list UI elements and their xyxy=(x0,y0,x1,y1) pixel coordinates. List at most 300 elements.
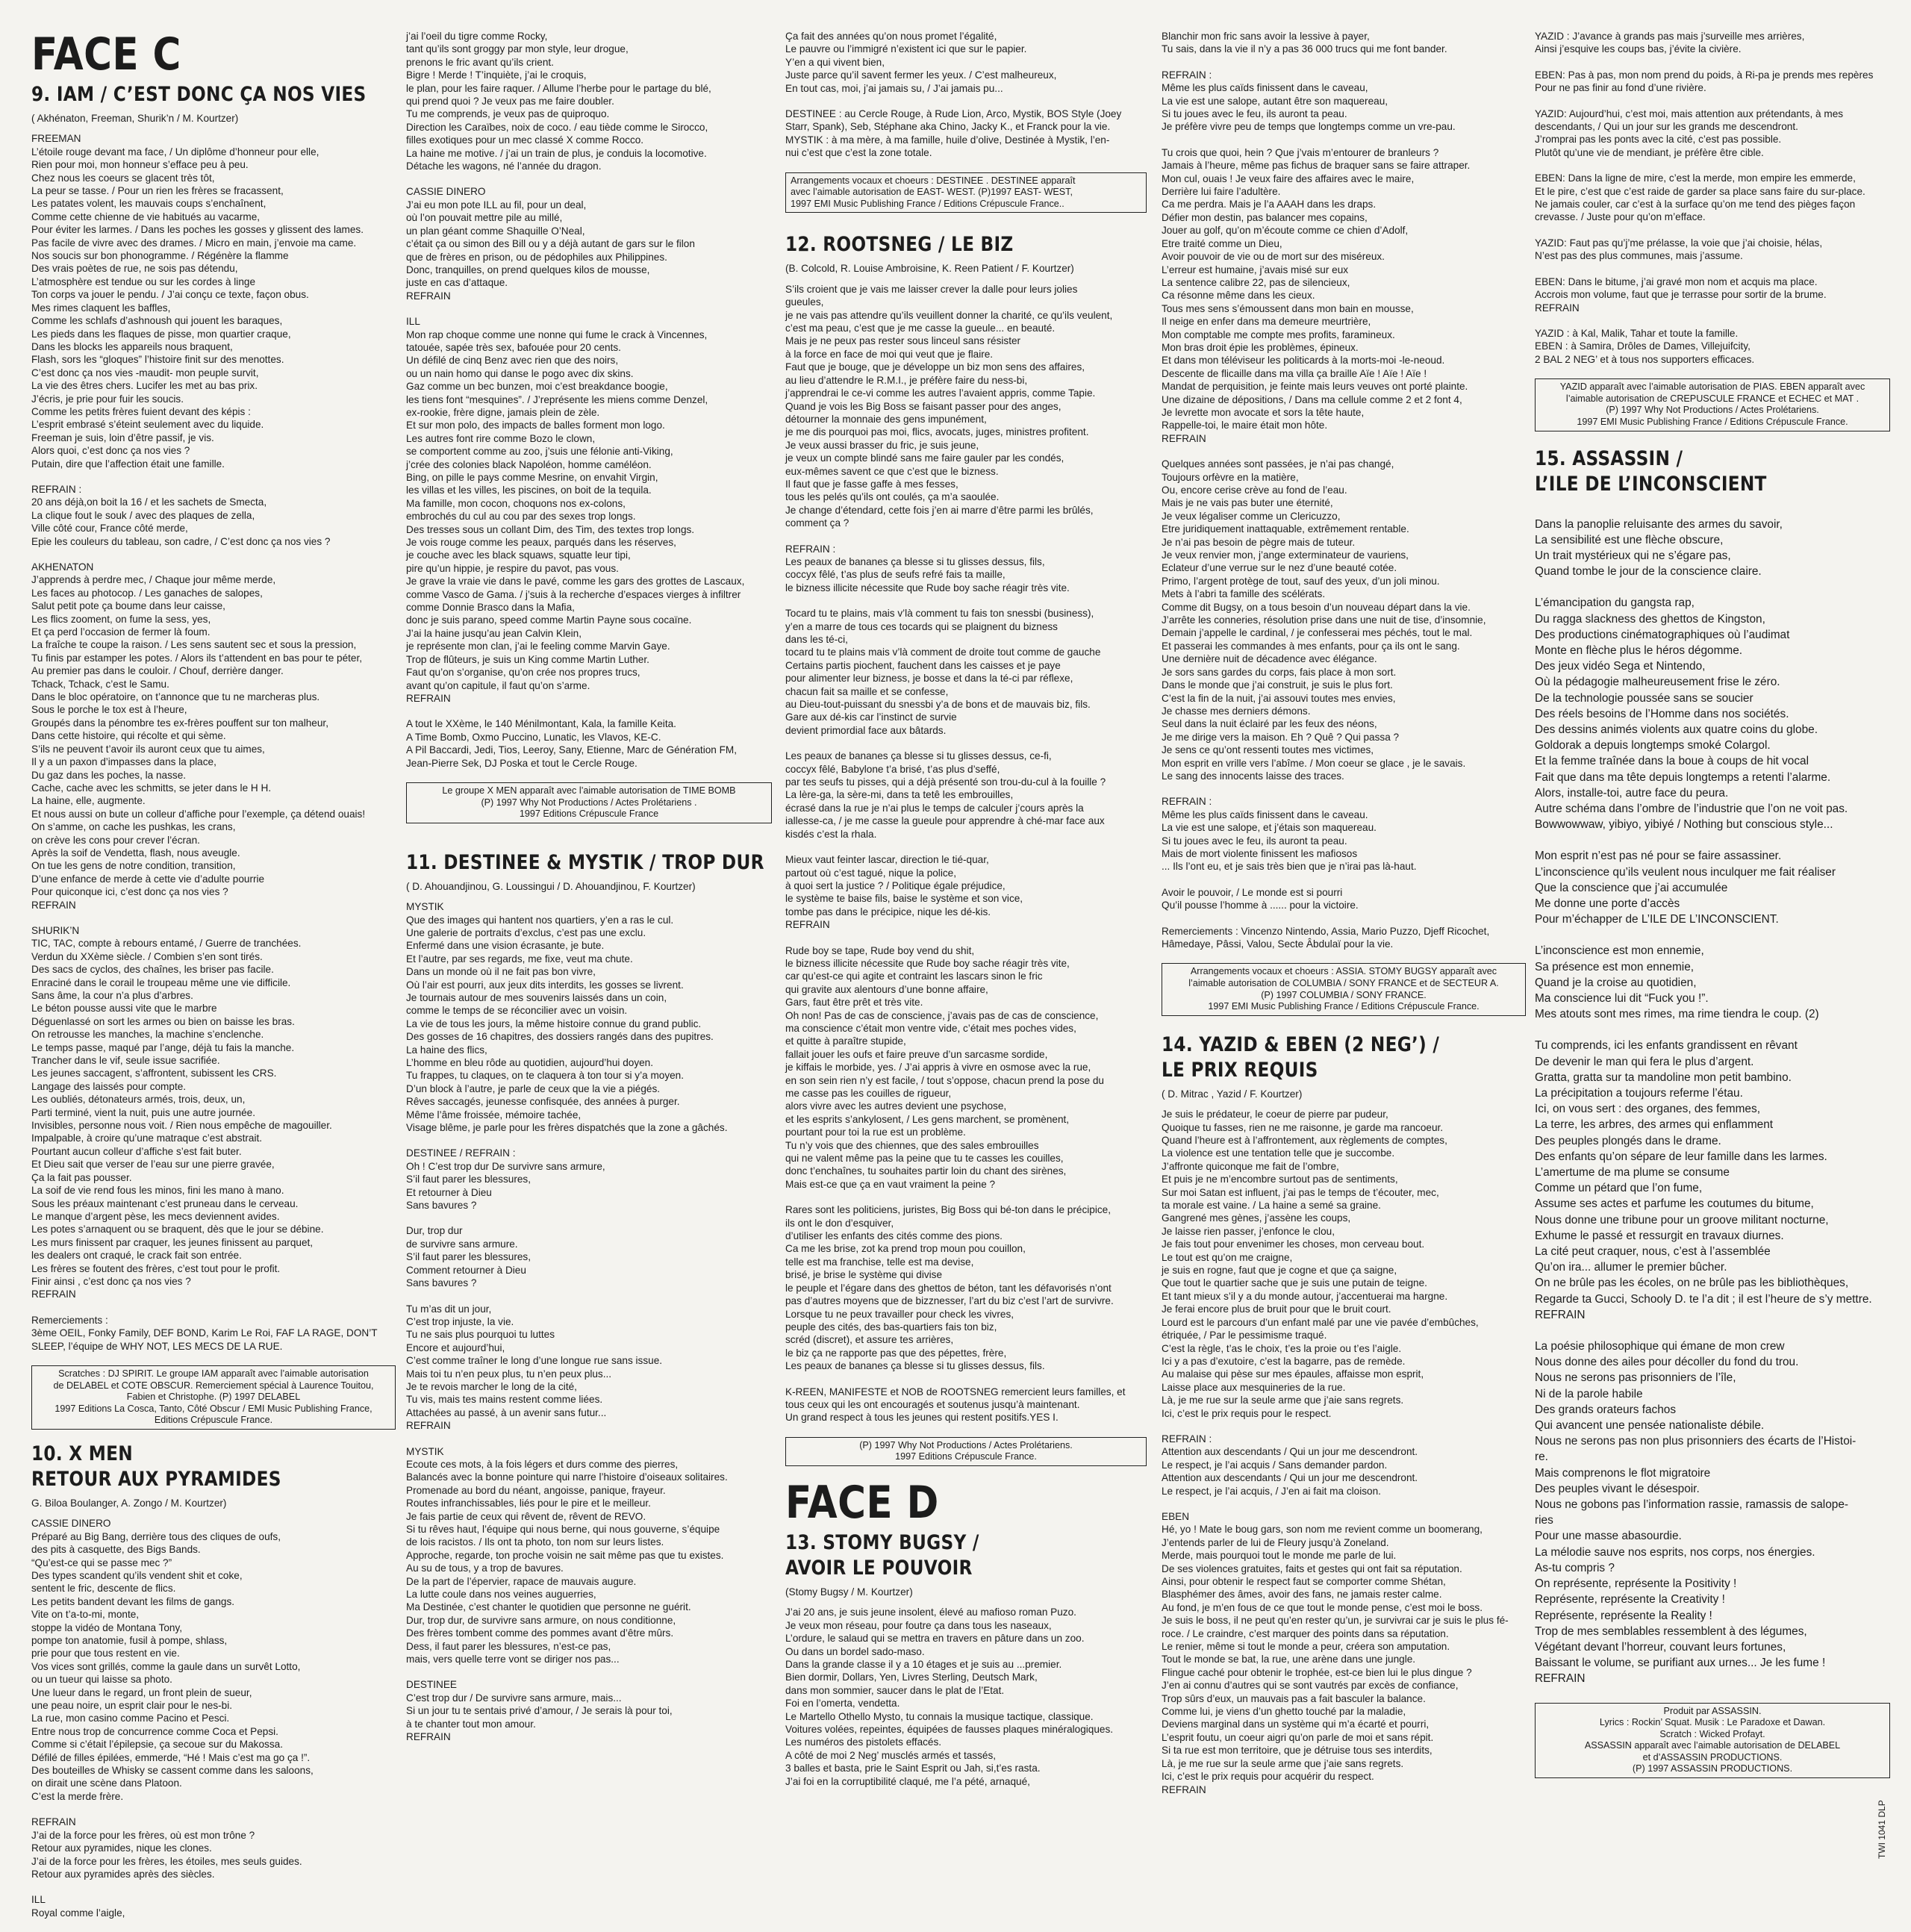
text-line: 10. X MEN xyxy=(31,1442,133,1465)
lyric-line: Le béton pousse aussi vite que le marbre xyxy=(31,1003,217,1015)
lyric-line: Après la soif de Vendetta, flash, nous aveugle. xyxy=(31,847,240,859)
lyric-block xyxy=(1162,886,1526,912)
lyric-line: La cité peut craquer, nous, c’est à l’assemblée xyxy=(1535,1245,1771,1259)
lyric-block xyxy=(406,1303,772,1433)
lyric-line: Monte en flèche plus le héros dégomme. xyxy=(1535,644,1743,657)
lyric-line: Bowwowwaw, yibiyo, yibiyé / Nothing but conscious style... xyxy=(1535,818,1833,832)
lyric-line: Une galerie de portraits d’exclus, c’est pas une exclu. xyxy=(406,926,646,938)
lyric-line: Qu’on ira... allumer le premier bûcher. xyxy=(1535,1261,1727,1274)
lyric-line: le bizness illicite nécessite que Rude boy sache réagir très vite. xyxy=(785,582,1070,593)
lyric-line: Faut que je bouge, que je développe un biz mon sens des affaires, xyxy=(785,361,1085,373)
lyric-line: Parti terminé, vient la nuit, puis une autre journée. xyxy=(31,1106,255,1118)
lyric-line: Tout le monde se bat, la rue, une arène dans une jungle. xyxy=(1162,1654,1416,1665)
lyric-line: prie pour que tous restent en vie. xyxy=(31,1648,180,1660)
lyric-line: Je vois rouge comme les peaux, parqués dans les réserves, xyxy=(406,537,676,549)
lyric-line: Dans les blocks les appareils nous braquent, xyxy=(31,340,233,352)
lyric-line: Représente, représente la Reality ! xyxy=(1535,1609,1712,1622)
lyric-line: Groupés dans la pénombre tes ex-frères pouffent sur ton malheur, xyxy=(31,717,328,729)
lyric-line: par tes seufs tu pisses, qui a déjà présenté son trou-du-cul à la fouille ? xyxy=(785,776,1106,788)
lyric-line: Je fais partie de ceux qui rêvent de, rêvent de REVO. xyxy=(406,1510,646,1522)
lyric-line: MYSTIK xyxy=(406,1445,444,1457)
lyric-line: Des bouteilles de Whisky se cassent comme dans les saloons, xyxy=(31,1765,314,1777)
lyric-line: Des sacs de cyclos, des chaînes, les briser pas facile. xyxy=(31,964,274,976)
lyric-line: Comme lui, je viens d’un ghetto touché par la maladie, xyxy=(1162,1706,1406,1718)
lyric-line: Là, je me rue sur la seule arme que j’aie sans regrets. xyxy=(1162,1395,1404,1406)
lyric-line: YAZID: Aujourd’hui, c’est moi, mais attention aux prétendants, à mes xyxy=(1535,107,1844,119)
column-5 xyxy=(1535,30,1890,1790)
lyric-line: Sans bavures ? xyxy=(406,1200,477,1212)
text-line: 1997 EMI Music Publishing France / Editions Crépuscule France. xyxy=(1577,416,1848,427)
lyric-line: Même l’âme froissée, mémoire tachée, xyxy=(406,1109,582,1121)
lyric-line: YAZID : J’avance à grands pas mais j’surveille mes arrières, xyxy=(1535,31,1805,42)
lyric-line: Dans la panoplie reluisante des armes du savoir, xyxy=(1535,517,1783,531)
lyric-line: chacun fait sa maille et se confesse, xyxy=(785,685,949,697)
lyric-line: eux-mêmes savent ce que c’est que le bizness. xyxy=(785,465,999,477)
lyric-block xyxy=(1535,943,1890,1022)
lyric-line: se comportent comme au zoo, j’suis une félonie anti-Viking, xyxy=(406,446,673,458)
text-line: Le groupe X MEN apparaît avec l’aimable autorisation de TIME BOMB xyxy=(442,785,736,796)
lyric-line: donc t’enchaînes, tu souhaites partir loin du chant des sirènes, xyxy=(785,1165,1067,1177)
lyric-line: Mieux vaut feinter lascar, direction le tié-quar, xyxy=(785,854,989,866)
lyric-line: As-tu compris ? xyxy=(1535,1561,1615,1574)
lyric-line: SHURIK’N xyxy=(31,924,80,936)
lyric-line: EBEN: Pas à pas, mon nom prend du poids, à Ri-pa je prends mes repères xyxy=(1535,69,1874,81)
lyric-line: Regarde ta Gucci, Schooly D. te l’a dit ; il est l’heure de s’y mettre. xyxy=(1535,1292,1872,1306)
lyric-line: Le pauvre ou l’immigré n’existent ici que sur le papier. xyxy=(785,43,1027,55)
song-credit: ( D. Ahouandjinou, G. Loussingui / D. Ahouandjinou, F. Kourtzer) xyxy=(406,880,696,892)
lyric-line: Des réels besoins de l’Homme dans nos sociétés. xyxy=(1535,707,1789,720)
lyric-line: D’une enfance de merde à cette vie d’adulte pourrie xyxy=(31,873,265,885)
lyric-block xyxy=(31,1816,396,1880)
lyrics xyxy=(406,30,772,770)
lyric-line: Pas facile de vivre avec des drames. / Micro en main, j’envoie ma came. xyxy=(31,237,357,249)
lyric-line: Mais je ne vais pas buter une éternité, xyxy=(1162,497,1333,509)
lyric-line: S’ils ne peuvent t’avoir ils auront ceux que tu aimes, xyxy=(31,743,265,755)
lyric-line: devient primordial face aux bâtards. xyxy=(785,724,947,736)
lyric-line: Alors, installe-toi, autre face du peura. xyxy=(1535,786,1729,800)
lyric-line: Rêves saccagés, jeunesse confisquée, des années à purger. xyxy=(406,1096,680,1108)
lyric-block xyxy=(785,30,1147,95)
lyric-line: Si tu joues avec le feu, ils auront ta peau. xyxy=(1162,835,1347,847)
lyric-line: Représente, représente la Creativity ! xyxy=(1535,1593,1725,1607)
lyric-line: Attention aux descendants / Qui un jour me descendront. xyxy=(1162,1472,1418,1484)
lyric-line: Toujours orfèvre en la matière, xyxy=(1162,471,1299,483)
lyric-line: Je me dirige vers la maison. Eh ? Quê ? Qui passa ? xyxy=(1162,731,1400,743)
lyric-block xyxy=(406,315,772,705)
lyric-line: Ca me perdra. Mais je l’a AAAH dans les draps. xyxy=(1162,199,1377,211)
lyric-line: On représente, représente la Positivity ! xyxy=(1535,1577,1737,1591)
lyric-line: Remerciements : xyxy=(31,1314,108,1326)
lyric-line: Je sens ce qu’ont ressenti toutes mes victimes, xyxy=(1162,744,1374,756)
text-line: l’aimable autorisation de CREPUSCULE FRANCE et ECHEC et MAT . xyxy=(1565,393,1859,404)
lyric-line: de lois racistos. / Ils ont ta photo, ton nom sur leurs listes. xyxy=(406,1536,664,1548)
lyric-block xyxy=(785,853,1147,931)
lyric-line: J’ai de la force pour les frères, où est mon trône ? xyxy=(31,1829,255,1841)
text-line: (P) 1997 Why Not Productions / Actes Prolétariens. xyxy=(1606,405,1819,416)
lyric-line: Bing, on pille le pays comme Mesrine, on envahit Virgin, xyxy=(406,472,658,483)
lyric-line: La sensibilité est une flèche obscure, xyxy=(1535,533,1724,546)
lyric-line: Défier mon destin, pas balancer mes copains, xyxy=(1162,211,1368,223)
song-title xyxy=(31,82,367,107)
lyric-line: ILL xyxy=(31,1894,46,1906)
lyric-line: car qu’est-ce qui agite et contraint les lascars sinon le fric xyxy=(785,970,1043,982)
lyric-line: Nous donne des ailes pour décoller du fond du trou. xyxy=(1535,1356,1799,1369)
lyric-line: L’inconscience est mon ennemie, xyxy=(1535,944,1704,958)
column-2 xyxy=(406,30,772,1757)
lyric-line: Ici y a pas d’exutoire, c’est la bagarre, pas de remède. xyxy=(1162,1355,1406,1367)
lyric-line: Défilé de filles épilées, emmerde, “Hé ! Mais c’est ma go ça !”. xyxy=(31,1751,311,1763)
lyric-line: Rappelle-toi, le maire était mon hôte. xyxy=(1162,420,1328,431)
lyric-line: Détache les wagons, né l’année du dragon. xyxy=(406,161,602,172)
lyric-line: L’atmosphère est tendue ou sur les cordes à linge xyxy=(31,275,256,287)
lyric-line: tombe pas dans le précipice, nique les dé-kis. xyxy=(785,906,991,917)
lyric-line: que de frères en prison, ou de pédophiles aux Philippines. xyxy=(406,251,667,263)
lyric-line: La soif de vie rend fous les minos, fini les mano à mano. xyxy=(31,1185,284,1197)
lyric-line: C’est la merde frère. xyxy=(31,1790,124,1802)
lyric-line: Ainsi j’esquive les coups bas, j’évite la civière. xyxy=(1535,43,1742,55)
text-line: Lyrics : Rockin’ Squat. Musik : Le Paradoxe et Dawan. xyxy=(1599,1717,1826,1728)
lyric-line: L’inconscience qu’ils veulent nous inculquer me fait réaliser xyxy=(1535,865,1836,879)
lyric-line: Ma famille, mon cocon, choquons nos ex-colons, xyxy=(406,497,626,509)
lyric-line: Même les plus caïds finissent dans le caveau. xyxy=(1162,808,1368,820)
lyric-line: Tu finis par estamper les potes. / Alors ils t’attendent en bas pour te péter, xyxy=(31,652,363,664)
lyric-line: mais, vers quelle terre vont se diriger nos pas... xyxy=(406,1654,620,1665)
lyric-line: dans mon sommier, saucer dans le plat de l’Etat. xyxy=(785,1684,1005,1696)
lyric-block xyxy=(1162,925,1526,951)
text-line: 1997 Editions La Cosca, Tanto, Côté Obscur / EMI Music Publishing France, xyxy=(54,1403,372,1414)
lyrics xyxy=(1162,30,1526,950)
lyric-line: Du gaz dans les poches, la nasse. xyxy=(31,769,187,781)
lyric-line: Mets à l’abri ta famille des scélérats. xyxy=(1162,588,1326,600)
lyric-line: Seul dans la nuit éclairé par les feux des néons, xyxy=(1162,718,1377,730)
lyric-line: ... Ils l’ont eu, et je sais très bien que je n’irai pas là-haut. xyxy=(1162,861,1417,873)
lyric-line: Et ça perd l’occasion de fermer là foum. xyxy=(31,626,211,638)
lyric-line: La vie de tous les jours, la même histoire connue du grand public. xyxy=(406,1018,702,1029)
lyric-line: Ou, encore cerise crève au fond de l’eau. xyxy=(1162,484,1347,496)
lyric-line: le système te baise fils, baise le système et son vice, xyxy=(785,893,1023,905)
text-line: Scratches : DJ SPIRIT. Le groupe IAM apparaît avec l’aimable autorisation xyxy=(58,1368,369,1379)
lyric-line: Donc, tranquilles, on prend quelques kilos de mousse, xyxy=(406,264,650,275)
lyric-line: le peuple et l’égare dans des ghettos de béton, tant les défavorisés n’ont xyxy=(785,1282,1112,1294)
lyric-line: Qu’il pousse l’homme à ...... pour la victoire. xyxy=(1162,900,1359,912)
lyric-line: De la part de l’épervier, rapace de mauvais augure. xyxy=(406,1575,637,1587)
lyric-block xyxy=(1162,1510,1526,1796)
lyric-line: REFRAIN xyxy=(31,1816,76,1828)
lyric-line: Nos soucis sur bon phonogramme. / Régénère la flamme xyxy=(31,250,289,262)
lyric-line: alors vivre avec les autres devient une psychose, xyxy=(785,1100,1007,1112)
credits-box xyxy=(1535,378,1890,431)
lyric-line: Enraciné dans le corail le troupeau même une vie difficile. xyxy=(31,976,291,988)
lyric-line: et les esprits s’ankylosent, / Les gens marchent, se promènent, xyxy=(785,1113,1070,1125)
lyric-line: qui prend quoi ? Je veux pas me faire doubler. xyxy=(406,96,614,107)
lyric-line: Les flics zooment, on fume la sess, yes, xyxy=(31,613,211,625)
lyric-line: Accrois mon volume, faut que je terrasse pour sortir de la brume. xyxy=(1535,289,1827,301)
lyric-line: Dans le monde que j’ai construit, je suis le plus fort. xyxy=(1162,679,1393,691)
lyric-line: Au su de tous, y a trop de bavures. xyxy=(406,1562,564,1574)
lyric-line: Mon cul, ouais ! Je veux faire des affaires avec le maire, xyxy=(1162,172,1415,184)
lyric-line: Avoir pouvoir de vie ou de mort sur des miséreux. xyxy=(1162,251,1385,263)
lyric-line: REFRAIN xyxy=(1535,1672,1586,1686)
lyric-block xyxy=(1162,1433,1526,1498)
lyric-line: Entre nous trop de concurrence comme Coca et Pepsi. xyxy=(31,1725,278,1737)
lyric-line: La fraîche te coupe la raison. / Les sens sautent sec et sous la pression, xyxy=(31,639,357,651)
lyric-line: On s’amme, on cache les pushkas, les crans, xyxy=(31,821,236,833)
lyric-line: Tchack, Tchack, c’est le Samu. xyxy=(31,678,169,690)
song-credit: G. Biloa Boulanger, A. Zongo / M. Kourtzer) xyxy=(31,1497,227,1509)
lyric-line: Sous les préaux maintenant c’est pruneau dans le cerveau. xyxy=(31,1197,299,1209)
lyric-line: Tu me comprends, je veux pas de quiproquo. xyxy=(406,108,610,120)
lyric-line: Nous ne gobons pas l’information rassie, ramassis de salope- xyxy=(1535,1498,1849,1512)
lyric-block xyxy=(785,607,1147,737)
lyric-line: Ou dans un bordel sado-maso. xyxy=(785,1645,925,1657)
lyric-line: à quoi sert la justice ? / Politique égale préjudice, xyxy=(785,879,1006,891)
lyric-block xyxy=(1162,458,1526,782)
lyric-line: Je te revois marcher le long de la cité, xyxy=(406,1380,577,1392)
lyric-line: Je suis le boss, il ne peut qu’en rester qu’un, je survivrai car je suis le plus fé- xyxy=(1162,1615,1509,1627)
text-line: LE PRIX REQUIS xyxy=(1162,1058,1318,1082)
lyric-line: EBEN: Dans le bitume, j’ai gravé mon nom et acquis ma place. xyxy=(1535,275,1818,287)
lyric-line: REFRAIN xyxy=(1535,302,1580,314)
lyric-block xyxy=(31,483,396,548)
lyric-line: S’il faut parer les blessures, xyxy=(406,1251,531,1263)
lyric-line: Pour une masse abasourdie. xyxy=(1535,1530,1682,1543)
lyric-line: fallait jouer les oufs et faire preuve d’un sarcasme sordide, xyxy=(785,1048,1048,1060)
lyric-line: Les peaux de bananes ça blesse si tu glisses dessus, fils. xyxy=(785,1360,1045,1372)
lyric-block xyxy=(1535,517,1890,580)
lyric-line: Le Martello Othello Mysto, tu connais la musique tactique, classique. xyxy=(785,1710,1094,1722)
lyric-line: Jean-Pierre Sek, DJ Poska et tout le Cercle Rouge. xyxy=(406,757,637,769)
lyric-line: partout où c’est tagué, nique la police, xyxy=(785,867,956,879)
lyric-line: Ici, c’est le prix requis pour le respect. xyxy=(1162,1407,1332,1419)
lyric-line: Impalpable, à croire qu’une matraque c’est abstrait. xyxy=(31,1132,263,1144)
lyric-line: Il neige en enfer dans ma demeure meurtrière, xyxy=(1162,316,1371,328)
lyric-block xyxy=(1162,1108,1526,1420)
lyric-line: Si un jour tu te sentais privé d’amour, / Je serais là pour toi, xyxy=(406,1705,673,1717)
lyric-line: REFRAIN xyxy=(1162,432,1206,444)
lyric-line: YAZID: Faut pas qu’j’me prélasse, la voie que j’ai choisie, hélas, xyxy=(1535,237,1823,249)
lyric-line: Les autres font rire comme Bozo le clown, xyxy=(406,432,596,444)
lyric-line: Je ferai encore plus de bruit pour que le bruit court. xyxy=(1162,1303,1391,1315)
lyric-line: Jouer au golf, qu’on m’écoute comme ce chien d’Adolf, xyxy=(1162,225,1409,237)
text-line: AVOIR LE POUVOIR xyxy=(785,1556,973,1580)
lyric-block xyxy=(31,1314,396,1353)
lyric-block xyxy=(1535,30,1890,56)
lyric-line: Oh non! Pas de cas de conscience, j’avais pas de cas de conscience, xyxy=(785,1009,1099,1021)
lyric-line: Exhume le passé et ressurgit en travaux diurnes. xyxy=(1535,1229,1784,1242)
lyric-line: y’en a marre de tous ces tocards qui se plaignent du bizness xyxy=(785,620,1058,632)
lyric-line: Promenade au bord du néant, angoisse, panique, frayeur. xyxy=(406,1484,666,1496)
lyric-line: les villas et les villes, les piscines, on boit de la tequila. xyxy=(406,484,652,496)
lyric-line: Et l’autre, par ses regards, me fixe, veut ma chute. xyxy=(406,953,633,965)
lyric-line: J’ai la haine jusqu’au jean Calvin Klein, xyxy=(406,627,582,639)
lyric-line: je suis en rogne, faut que je cogne et que ça saigne, xyxy=(1162,1265,1397,1277)
text-line: L’ILE DE L’INCONSCIENT xyxy=(1535,472,1767,496)
lyric-line: L’erreur est humaine, j’avais misé sur eux xyxy=(1162,264,1349,275)
lyric-line: La terre, les arbres, des armes qui enflamment xyxy=(1535,1118,1774,1132)
lyrics xyxy=(785,283,1147,1424)
lyric-line: C’est trop injuste, la vie. xyxy=(406,1315,514,1327)
lyrics xyxy=(785,30,1147,160)
lyric-line: Sans bavures ? xyxy=(406,1277,477,1289)
credits-box xyxy=(785,172,1147,214)
lyric-line: La clique fout le souk / avec des plaques de zella, xyxy=(31,509,255,521)
lyric-line: C’est trop dur / De survivre sans armure, mais... xyxy=(406,1692,622,1704)
lyric-line: C’est comme traîner le long d’une longue rue sans issue. xyxy=(406,1355,663,1367)
text-line: Fabien et Christophe. (P) 1997 DELABEL xyxy=(126,1392,301,1403)
lyric-line: Pour quiconque ici, c’est donc ça nos vies ? xyxy=(31,886,228,898)
lyric-line: Demain j’appelle le cardinal, / je confesserai mes péchés, tout le mal. xyxy=(1162,627,1473,639)
lyric-line: Les peaux de bananes ça blesse si tu glisses dessus, ce-fi, xyxy=(785,750,1052,762)
lyric-block xyxy=(1162,146,1526,445)
text-line: Produit par ASSASSIN. xyxy=(1663,1705,1762,1716)
lyric-line: Des vrais poètes de rue, ne sois pas détendu, xyxy=(31,263,238,275)
lyric-line: REFRAIN xyxy=(406,692,451,704)
lyric-block xyxy=(31,132,396,470)
lyric-line: La haine, elle, augmente. xyxy=(31,795,146,807)
lyric-line: La peur se tasse. / Pour un rien les frères se fracassent, xyxy=(31,185,284,197)
lyric-line: Dess, il faut parer les blessures, n’est-ce pas, xyxy=(406,1640,611,1652)
lyric-line: Autre schéma dans l’ombre de l’industrie que l’on ne voit pas. xyxy=(1535,802,1848,815)
lyric-line: Ni de la parole habile xyxy=(1535,1387,1643,1400)
text-line: 1997 Editions Crépuscule France. xyxy=(895,1451,1037,1462)
lyric-line: Mon esprit n’est pas né pour se faire assassiner. xyxy=(1535,850,1782,863)
lyric-line: Quoique tu fasses, rien ne me raisonne, je garde ma rancoeur. xyxy=(1162,1121,1444,1133)
lyric-line: J’ai 20 ans, je suis jeune insolent, élevé au mafioso roman Puzo. xyxy=(785,1607,1076,1618)
lyric-line: J’ai de la force pour les frères, les étoiles, mes seuls guides. xyxy=(31,1855,302,1867)
lyric-line: Cache, cache avec les schmitts, se jeter dans le H H. xyxy=(31,782,272,794)
lyric-line: Assume ses actes et parfume les coutumes du bitume, xyxy=(1535,1197,1814,1211)
credits-box xyxy=(785,1437,1147,1466)
lyric-line: Blanchir mon fric sans avoir la lessive à payer, xyxy=(1162,31,1370,42)
lyric-block xyxy=(1535,172,1890,224)
credits-box xyxy=(1162,963,1526,1015)
lyric-line: kisdés c’est la rhala. xyxy=(785,828,877,840)
lyric-line: Une dernière nuit de décadence avec élégance. xyxy=(1162,653,1377,665)
lyric-line: Sa présence est mon ennemie, xyxy=(1535,960,1695,973)
lyric-line: Et passerai les commandes à mes enfants, pour ça ils ont le sang. xyxy=(1162,640,1460,652)
lyric-line: Tu ne sais plus pourquoi tu luttes xyxy=(406,1329,555,1341)
lyric-line: Je préfère vivre peu de temps que longtemps comme un vre-pau. xyxy=(1162,121,1456,133)
lyric-line: Enfermé dans une vision écrasante, je bute. xyxy=(406,940,605,952)
lyric-line: Si ta rue est mon territoire, que je détruise tous ses interdits, xyxy=(1162,1745,1433,1757)
lyric-line: Les numéros des pistolets effacés. xyxy=(785,1736,942,1748)
lyric-line: La sentence calibre 22, pas de silencieux, xyxy=(1162,276,1350,288)
lyric-line: Tu frappes, tu claques, on te claquera à ton tour si y’a moyen. xyxy=(406,1070,685,1082)
lyric-line: Au malaise qui pèse sur mes épaules, affaisse mon esprit, xyxy=(1162,1368,1424,1380)
lyric-block xyxy=(1535,1038,1890,1323)
lyric-line: sentent le fric, descente de flics. xyxy=(31,1583,176,1595)
lyric-line: nui c’est que c’est la zone totale. xyxy=(785,147,932,159)
lyric-line: brisé, je brise le système qui divise xyxy=(785,1269,943,1281)
lyric-line: Nous ne serons pas non plus prisonniers des écarts de l’Histoi- xyxy=(1535,1435,1857,1448)
lyric-line: Sous le porche le tox est à l’heure, xyxy=(31,704,187,716)
lyric-line: tous ceux qui les ont encouragés et soutenus jusqu’à maintenant. xyxy=(785,1398,1080,1410)
lyric-line: Dans la grande classe il y a 10 étages et je suis au ...premier. xyxy=(785,1658,1062,1670)
lyric-block xyxy=(785,283,1147,530)
lyric-line: ta morale est vaine. / La haine a semé sa graine. xyxy=(1162,1200,1381,1212)
lyric-line: écrasé dans la rue je n’ai plus le temps de calculer j’cours après la xyxy=(785,802,1084,814)
lyric-line: Si tu joues avec le feu, ils auront ta peau. xyxy=(1162,108,1347,120)
lyric-line: Bigre ! Merde ! T’inquiète, j’ai le croquis, xyxy=(406,69,587,81)
lyric-line: Mon bras droit épie les problèmes, épineux. xyxy=(1162,341,1359,353)
lyric-line: EBEN xyxy=(1162,1510,1190,1522)
lyric-line: coccyx fêlé, t’as plus de seufs refré fais ta maille, xyxy=(785,569,1006,581)
lyric-line: Balancés avec la bonne pointure qui narre l’histoire d’oiseaux solitaires. xyxy=(406,1471,728,1483)
lyric-line: Mais je ne peux pas rester sous linceul sans résister xyxy=(785,335,1021,347)
lyric-line: Et dans mon téléviseur les politicards à la morts-moi -le-neoud. xyxy=(1162,355,1445,367)
lyric-line: J’entends parler de lui de Fleury jusqu’à Zoneland. xyxy=(1162,1536,1389,1548)
lyric-line: REFRAIN xyxy=(406,290,451,302)
lyric-line: telle est ma franchise, telle est ma devise, xyxy=(785,1256,974,1268)
lyrics xyxy=(406,900,772,1743)
lyric-line: Gare aux dé-kis car l’instinct de survie xyxy=(785,711,957,723)
lyric-line: A Pil Baccardi, Jedi, Tios, Leeroy, Sany, Etienne, Marc de Génération FM, xyxy=(406,744,738,756)
face-d-title: FACE D xyxy=(785,1476,939,1529)
lyric-line: qui ne valent même pas la peine que tu te casses les couilles, xyxy=(785,1153,1064,1165)
lyric-line: J’ai eu mon pote ILL au fil, pour un deal, xyxy=(406,199,587,211)
lyric-line: 3 balles et basta, prie le Saint Esprit ou Jah, si,t’es rasta. xyxy=(785,1763,1041,1774)
lyric-line: Alors quoi, c’est donc ça nos vies ? xyxy=(31,445,190,457)
lyric-line: Ça fait des années qu’on nous promet l’égalité, xyxy=(785,31,997,42)
lyric-line: Goldorak a depuis longtemps smoké Colargol. xyxy=(1535,739,1771,752)
lyric-line: au lieu d’attendre le R.M.I., je préfère faire du ness-bi, xyxy=(785,374,1028,386)
lyric-block xyxy=(1535,848,1890,927)
lyric-line: Comme un pétard que l’on fume, xyxy=(1535,1182,1703,1195)
lyric-line: Je fais tout pour envenimer les choses, mon cerveau bout. xyxy=(1162,1238,1425,1250)
lyric-line: Les frères se foutent des frères, c’est tout pour le profit. xyxy=(31,1262,281,1274)
lyric-block xyxy=(785,944,1147,1191)
lyric-line: Ici, on vous sert : des organes, des femmes, xyxy=(1535,1103,1760,1116)
lyric-line: Me donne une porte d’accès xyxy=(1535,897,1680,910)
text-line: (P) 1997 COLUMBIA / SONY FRANCE. xyxy=(1261,989,1427,1000)
lyric-line: Au premier pas dans le couloir. / Chouf, derrière danger. xyxy=(31,665,284,677)
lyric-line: J’écris, je prie pour fuir les soucis. xyxy=(31,393,184,405)
lyric-line: Dur, trop dur xyxy=(406,1225,463,1237)
lyric-line: Comme les schlafs d’ashnoush qui jouent les baraques, xyxy=(31,315,283,327)
lyric-line: Starr, Spank), Seb, Stéphane aka Chino, Jacky K., et Franck pour la vie. xyxy=(785,121,1111,133)
lyric-line: Et nous aussi on bute un colleur d’affiche pour l’exemple, ça détend ouais! xyxy=(31,808,366,820)
lyric-line: Je veux légaliser comme un Clericuzzo, xyxy=(1162,510,1341,522)
lyric-line: De la technologie poussée sans se soucier xyxy=(1535,691,1753,705)
lyric-line: S’ils croient que je vais me laisser crever la dalle pour leurs jolies xyxy=(785,283,1078,295)
lyric-line: ils ont le don d’esquiver, xyxy=(785,1217,894,1229)
lyric-line: Fait que dans ma tête depuis longtemps a retenti l’alarme. xyxy=(1535,770,1831,784)
lyric-line: Routes infranchissables, liés pour le pire et le meilleur. xyxy=(406,1498,651,1509)
lyric-line: Végétant devant l’horreur, couvant leurs fortunes, xyxy=(1535,1640,1786,1654)
lyric-line: Même les plus caïds finissent dans le caveau, xyxy=(1162,82,1368,94)
lyric-line: Et retourner à Dieu xyxy=(406,1186,492,1198)
lyric-line: Je veux aussi brasser du fric, je suis jeune, xyxy=(785,439,979,451)
lyric-line: je couche avec les black squaws, squatte leur tipi, xyxy=(406,549,631,561)
lyric-line: 20 ans déjà,on boit la 16 / et les sachets de Smecta, xyxy=(31,496,267,508)
lyric-line: le plan, pour les faire raquer. / Allume l’herbe pour le partage du blé, xyxy=(406,82,711,94)
catalog-number: TWI 1041 DLP xyxy=(1877,1800,1887,1859)
lyric-line: Là, je me rue sur la seule arme que j’aie sans regrets. xyxy=(1162,1757,1404,1769)
lyric-line: TIC, TAC, compte à rebours entamé, / Guerre de tranchées. xyxy=(31,938,302,950)
lyric-line: Si tu rêves haut, l’équipe qui nous berne, qui nous gouverne, s’équipe xyxy=(406,1524,720,1535)
text-line: 1997 EMI Music Publishing France / Editions Crépuscule France. xyxy=(1208,1001,1480,1012)
text-line: 12. ROOTSNEG / LE BIZ xyxy=(785,233,1014,257)
lyric-line: REFRAIN xyxy=(785,919,830,931)
lyric-line: L’amertume de ma plume se consume xyxy=(1535,1166,1730,1180)
lyric-line: une peau noire, un esprit clair pour le nes-bi. xyxy=(31,1700,233,1712)
lyrics xyxy=(31,1517,396,1919)
lyric-line: Quand l’heure est à l’affrontement, aux règlements de comptes, xyxy=(1162,1135,1447,1146)
text-line: avec l’aimable autorisation de EAST- WEST. (P)1997 EAST- WEST, xyxy=(791,187,1073,198)
lyric-line: d’utiliser les enfants des cités comme des pions. xyxy=(785,1230,1003,1242)
lyric-line: je me dis pourquoi pas moi, flics, avocats, juges, ministres profitent. xyxy=(785,426,1089,438)
text-line: ASSASSIN apparaît avec l’aimable autorisation de DELABEL xyxy=(1584,1740,1841,1751)
